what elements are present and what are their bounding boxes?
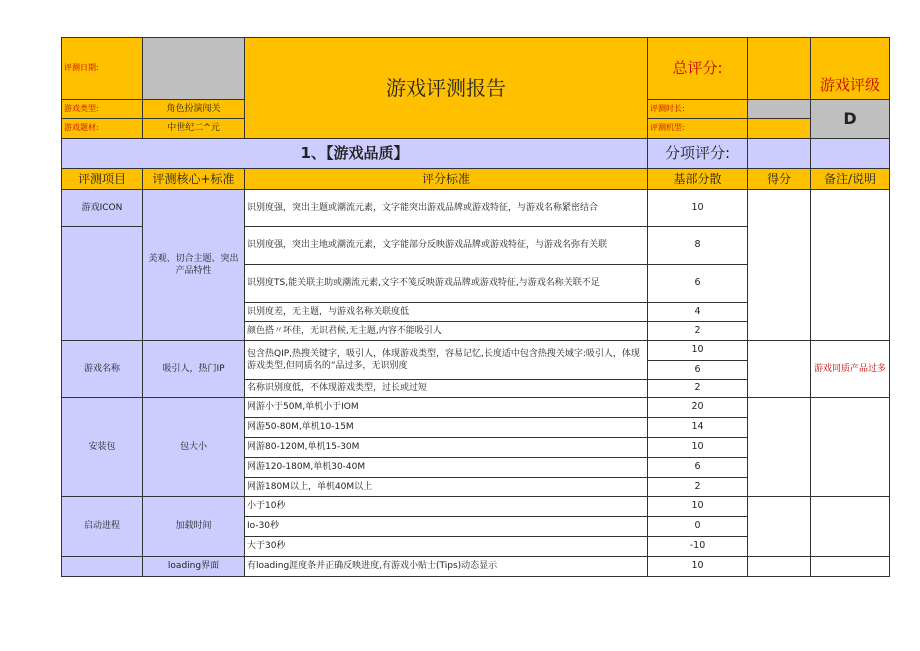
duration-value bbox=[748, 100, 811, 119]
base-load-1: 10 bbox=[648, 497, 748, 517]
device-value bbox=[748, 119, 811, 139]
date-label: 评测日期: bbox=[62, 38, 143, 100]
base-package-2: 14 bbox=[648, 418, 748, 438]
item-icon-cont bbox=[62, 227, 143, 341]
criteria-package-3: 网游80-120M,单机15-30M bbox=[245, 438, 648, 458]
sub-score-value bbox=[748, 139, 811, 169]
criteria-icon-2: 识别度强，突出主地或潮流元素，文字能部分反映游戏品牌或游戏特征，与游戏名弥有关联 bbox=[245, 227, 648, 265]
criteria-icon-4: 识别度差，无主题，与游戏名称关联度低 bbox=[245, 303, 648, 322]
core-package: 包大小 bbox=[143, 398, 245, 497]
note-loading bbox=[811, 557, 890, 577]
criteria-load-3: 大于30秒 bbox=[245, 537, 648, 557]
base-icon-2: 8 bbox=[648, 227, 748, 265]
criteria-load-2: Io-30秒 bbox=[245, 517, 648, 537]
base-icon-3: 6 bbox=[648, 265, 748, 303]
criteria-name-main: 包含热QIP,热搜关键字，吸引人，体现游戏类型，容易记忆,长度适中包含热搜关域字:吸引人，体现游戏类型,但同质名的“品过多，无识别度 bbox=[245, 341, 648, 380]
note-load bbox=[811, 497, 890, 557]
base-load-3: -10 bbox=[648, 537, 748, 557]
criteria-name-last: 名称识别度低，不体现游戏类型，过长或过短 bbox=[245, 380, 648, 398]
col-header-note: 备注/说明 bbox=[811, 169, 890, 190]
criteria-icon-5: 颜色搭〃坏佳，无识君候,无主题,内容不能吸引人 bbox=[245, 322, 648, 341]
criteria-load-1: 小于10秒 bbox=[245, 497, 648, 517]
game-grade-label: 游戏评级 bbox=[811, 38, 890, 100]
section-title: 1、【游戏品质】 bbox=[62, 139, 648, 169]
base-loading: 10 bbox=[648, 557, 748, 577]
core-loading-screen: loading界面 bbox=[143, 557, 245, 577]
evaluation-table bbox=[61, 37, 890, 577]
sub-score-label: 分项评分: bbox=[648, 139, 748, 169]
base-package-5: 2 bbox=[648, 478, 748, 497]
col-header-item: 评测项目 bbox=[62, 169, 143, 190]
report-title: 游戏评测报告 bbox=[245, 38, 648, 139]
theme-label: 游戏题材: bbox=[62, 119, 143, 139]
col-header-base: 基部分散 bbox=[648, 169, 748, 190]
core-icon: 美观、切合主题、突出产品特性 bbox=[143, 190, 245, 341]
col-header-criteria: 评分标准 bbox=[245, 169, 648, 190]
duration-label: 评测时长: bbox=[648, 100, 748, 119]
base-package-3: 10 bbox=[648, 438, 748, 458]
note-package bbox=[811, 398, 890, 497]
core-name: 吸引人，热门IP bbox=[143, 341, 245, 398]
type-label: 游戏类型: bbox=[62, 100, 143, 119]
device-label: 评测机型: bbox=[648, 119, 748, 139]
total-score-value bbox=[748, 38, 811, 100]
theme-value: 中世纪二^元 bbox=[143, 119, 245, 139]
item-startup: 启动进程 bbox=[62, 497, 143, 557]
date-value bbox=[143, 38, 245, 100]
item-name: 游戏名称 bbox=[62, 341, 143, 398]
col-header-core: 评测核心+标准 bbox=[143, 169, 245, 190]
base-package-1: 20 bbox=[648, 398, 748, 418]
criteria-package-5: 网游180M以上，单机40M以上 bbox=[245, 478, 648, 497]
note-icon bbox=[811, 190, 890, 341]
base-load-2: 0 bbox=[648, 517, 748, 537]
criteria-icon-3: 识别度TS,能关联主助或潮流元素,文字不笺反映游戏品牌或游戏特征,与游戏名称关联不足 bbox=[245, 265, 648, 303]
total-score-label: 总评分: bbox=[648, 38, 748, 100]
criteria-package-2: 网游50-80M,单机10-15M bbox=[245, 418, 648, 438]
criteria-loading: 有loading涯度条并正确反映进度,有游戏小贴士(Tips)动态显示 bbox=[245, 557, 648, 577]
criteria-package-1: 网游小于50M,单机小于IOM bbox=[245, 398, 648, 418]
item-icon: 游戏ICON bbox=[62, 190, 143, 227]
game-grade-value: D bbox=[811, 100, 890, 139]
score-package bbox=[748, 398, 811, 497]
criteria-icon-1: 识别度强，突出主题或潮流元素，文字能突出游戏品牌或游戏特征，与游戏名称紧密结合 bbox=[245, 190, 648, 227]
type-value: 角色扮演闯关 bbox=[143, 100, 245, 119]
item-startup-cont bbox=[62, 557, 143, 577]
base-name-2: 6 bbox=[648, 361, 748, 380]
score-icon bbox=[748, 190, 811, 341]
col-header-score: 得分 bbox=[748, 169, 811, 190]
score-name bbox=[748, 341, 811, 398]
base-package-4: 6 bbox=[648, 458, 748, 478]
base-name-3: 2 bbox=[648, 380, 748, 398]
sub-score-extra bbox=[811, 139, 890, 169]
core-load-time: 加载时间 bbox=[143, 497, 245, 557]
item-package: 安装包 bbox=[62, 398, 143, 497]
base-icon-4: 4 bbox=[648, 303, 748, 322]
criteria-package-4: 网游120-180M,单机30-40M bbox=[245, 458, 648, 478]
base-name-1: 10 bbox=[648, 341, 748, 361]
score-load bbox=[748, 497, 811, 557]
score-loading bbox=[748, 557, 811, 577]
base-icon-5: 2 bbox=[648, 322, 748, 341]
base-icon-1: 10 bbox=[648, 190, 748, 227]
note-name: 游戏同质产品过多 bbox=[811, 341, 890, 398]
